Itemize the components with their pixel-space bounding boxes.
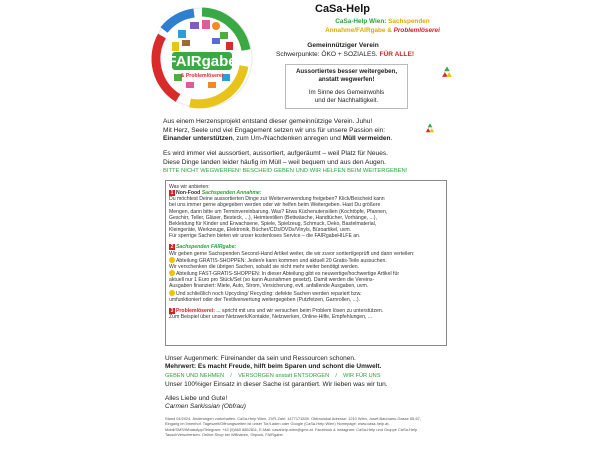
section-2-body: [169, 251, 414, 303]
intro-line-2: Mit Herz, Seele und viel Engagement setzen wir uns für unsere Passion ein:: [163, 126, 386, 134]
number-1-icon: 1: [170, 190, 174, 197]
logo-text: FAIRgabe: [167, 53, 237, 70]
header-line-1: [300, 18, 465, 25]
section-2-line-text: Abteilung GRATIS-SHOPPEN: Jeder/e kann kommen und aktuell 20 Gratis-Teile aussuchen.: [176, 257, 387, 264]
header-line-2a: Annahme/FAIRgabe &: [325, 27, 392, 34]
slogan-2: VERSORGEN anstatt ENTSORGEN: [238, 373, 330, 379]
section-1-line: Für sperrige Sachen bieten wir unser kostenloses Service – die FAIRgabeHILFE an.: [169, 233, 361, 240]
section-3-line-2: Zum Beispiel über unser Netzwerk/Kontakte, Netzwerken, Online-Hilfe, Empfehlungen, ...: [169, 313, 373, 320]
schwerpunkte-b: FÜR ALLE!: [379, 51, 415, 58]
motto-line-1: Aussortiertes besser weitergeben,: [295, 68, 398, 75]
footer-line-4: Unser 100%iger Einsatz in dieser Sache ist garantiert. Wir lieben was wir tun.: [165, 381, 388, 388]
section-2-line: [169, 290, 414, 297]
intro-text-end: .: [390, 135, 393, 143]
section-2-line: umfunktioniert oder der Textilverwertung weitergegeben (Putzfetzen, Garnrollen, ...).: [169, 296, 361, 303]
section-1-line: Bekleidung für Kinder und Erwachsene, Spiele, Spielzeug, Schmuck, Deko, Bastelmaterial,: [169, 220, 377, 227]
intro-line-3: [163, 135, 392, 144]
header-line-2: [290, 27, 475, 34]
footer-slogans: GEBEN UND NEHMEN / VERSORGEN anstatt ENTSORGEN / WIR FÜR UNS: [165, 373, 381, 379]
footer-line-1: Unser Augenmerk: Füreinander da sein und Ressourcen schonen.: [165, 355, 356, 362]
intro-line-5: Diese Dinge landen leider häufig im Müll – weil bequem und aus den Augen.: [163, 158, 386, 166]
brand-title: CaSa-Help: [315, 3, 371, 15]
star-icon: [169, 290, 175, 296]
header-line-2b: Problemlöserei: [393, 27, 440, 34]
section-2-line-text: Und schließlich noch Upcycling/ Recycling: defekte Sachen werden repariert bzw.: [176, 290, 362, 297]
slogan-1: GEBEN UND NEHMEN: [165, 373, 225, 379]
section-1-green: Sachspenden Annahme:: [201, 190, 262, 197]
recycle-icon: [424, 122, 436, 134]
section-1-line: Geschirr, Teller, Gläser, Besteck, ...), Heimtextilien (Bettwäsche, Handtücher, Vorhänge, ...),: [169, 214, 377, 221]
section-2-line: Wir verschenken die übrigen Sachen, sobald sie nicht mehr weiter benötigt werden.: [169, 263, 360, 270]
intro-highlight-1: Einander unterstützen: [163, 135, 233, 143]
fine-print: Stand 04/2024. Änderungen vorbehalten. CaSa-Help Wien, ZVR-Zahl: 1477171839. Obfraulokal Adresse: 1210 Wien, Josef-Baumann-Gasse 65-67, Eingang im Innenhof. Tageszeit/Öffnungszeiten ist unser Tor/Laden oder Google (CaSa-Help Wien) Homepage: www.casa-help.at, Mobil/SMS/WhatsApp/Telegram: +43 (0)660 6852811, E-Mail: casahelp-wien@gmx.at. Facebook & Instagram: CaSa-Help und Gruppe CaSa-Help TauschVerschenken. Online-Shop bei Willhaben, Shpock, FAIRgabe.: [165, 416, 421, 438]
intro-paragraph: [163, 118, 392, 144]
section-2-line: [169, 257, 414, 264]
offer-content: [169, 184, 414, 320]
schwerpunkte-a: Schwerpunkte: ÖKO + SOZIALES.: [275, 51, 378, 58]
section-2-line: Ausgaben finanziert: Miete, Auto, Strom, Versicherung, evtl. anfallende Ausgaben, uvm.: [169, 283, 369, 290]
signature: Carmen Sarkissian (Obfrau): [165, 403, 246, 410]
section-1-body: [169, 196, 414, 239]
logo-subtext: & Problemlöserei: [180, 73, 224, 79]
section-2-green: Sachspenden FAIRgabe:: [176, 244, 237, 251]
intro-paragraph-2: [163, 150, 388, 167]
header-line-1b: Sachspenden: [388, 18, 430, 25]
footer-line-2: [165, 363, 381, 371]
motto-line-4: und der Nachhaltigkeit.: [314, 97, 379, 104]
intro-line-4: Es wird immer viel aussortiert, aussortiert, aufgeräumt – weil Platz für Neues.: [163, 150, 388, 157]
star-icon: [169, 270, 175, 276]
fairgabe-logo: [150, 6, 254, 110]
section-2-line: Wir geben gerne Sachspenden Second-Hand Artikel weiter, die wir zuvor sortiert/geprüft und dann verteilen:: [169, 250, 415, 257]
verein-label: Gemeinnütziger Verein: [307, 42, 379, 49]
section-1-line: Mengen, dann bitte um Terminvereinbarung. Was? Etwa Küchenutensilien (Kochtöpfe, Pfannen,: [169, 208, 388, 215]
section-2-line-text: Abteilung FAST-GRATIS-SHOPPEN: In dieser Abteilung gibt es neuwertige/hochwertige Artikel für: [176, 271, 400, 278]
recycle-icon: [440, 65, 454, 79]
greeting: Alles Liebe und Gute!: [165, 395, 228, 402]
header-line-1a: CaSa-Help Wien:: [335, 18, 387, 25]
motto-line-2: anstatt wegwerfen!: [318, 76, 375, 83]
section-1-line: Kleingeräte, Werkzeuge, Elektronik, Bücher/CDs/DVDs/Vinyls, Büroartikel, uvm.: [169, 227, 352, 234]
schwerpunkte: [270, 51, 420, 58]
number-2-icon: 2: [170, 244, 174, 251]
offer-box: [165, 180, 447, 346]
intro-highlight-2: Müll vermeiden: [342, 135, 391, 143]
slogan-3: WIR FÜR UNS: [343, 373, 381, 379]
section-1-title: Non-Food: [176, 190, 201, 197]
intro-text-mid: , zum Um-/Nachdenken anregen und: [232, 135, 343, 143]
section-3-red: Problemlöserei:: [176, 307, 215, 314]
intro-line-1: Aus einem Herzensprojekt entstand dieser gemeinnützige Verein. Juhu!: [163, 118, 373, 125]
number-3-icon: 3: [170, 307, 174, 314]
offer-lead: Was wir anbieten:: [169, 184, 210, 190]
section-1-line: Du möchtest Deine aussortierten Dinge zur Weiterverwendung freigeben? Klick/Bescheid kann: [169, 196, 385, 203]
section-2-line: [169, 270, 414, 277]
intro-callout: BITTE NICHT WEGWERFEN! BESCHEID GEBEN UND WIR HELFEN BEIM WEITERGEBEN!: [163, 168, 408, 174]
motto-box: [285, 64, 408, 109]
section-2-line: aktuell nur 1 Euro pro Stück/Set (so kann Ausnahmen gesetzt). Damit werden die Vereins-: [169, 277, 375, 284]
section-3-line-1: ... spricht mit uns und wir versuchen beim Problem lösen zu unterstützen.: [216, 307, 384, 314]
footer-line-2-text: Mehrwert: Es macht Freude, hilft beim Sparen und schont die Umwelt.: [165, 363, 382, 370]
section-1-line: bei uns immer gerne abgegeben werden oder wir helfen beim Weitergeben. Hast Du größere: [169, 202, 381, 209]
motto-line-3: Im Sinne des Gemeinwohls: [308, 89, 385, 96]
star-icon: [169, 257, 175, 263]
